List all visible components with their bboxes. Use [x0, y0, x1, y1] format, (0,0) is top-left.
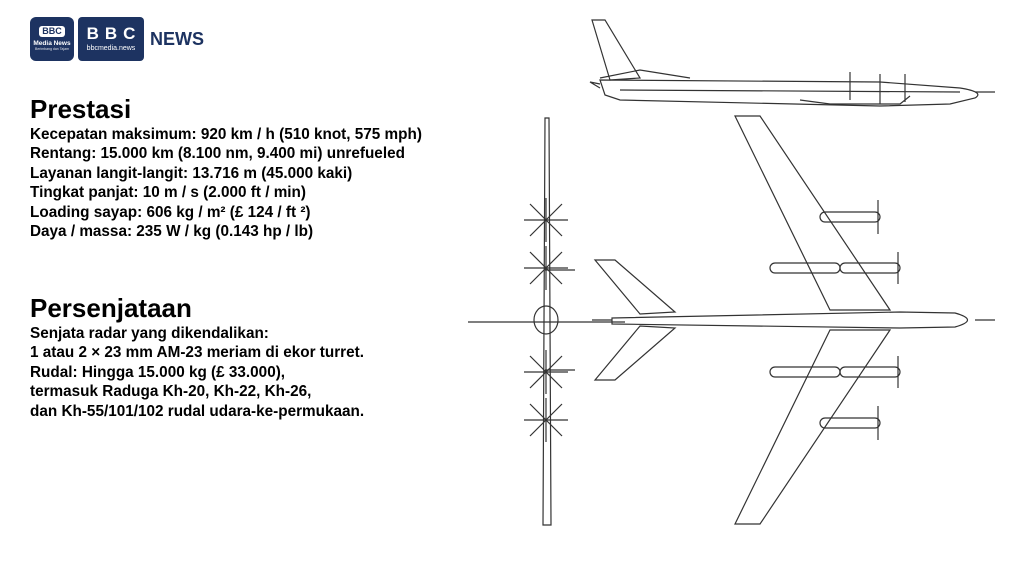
media-logo-name: Media News [33, 40, 71, 47]
side-view [590, 20, 995, 106]
performance-heading: Prestasi [30, 94, 132, 124]
performance-section [30, 95, 422, 241]
armament-line: Rudal: Hingga 15.000 kg (£ 33.000), [30, 363, 286, 381]
top-view [592, 116, 995, 524]
armament-line: 1 atau 2 × 23 mm AM-23 meriam di ekor turret. [30, 344, 364, 362]
aircraft-three-view-drawing [460, 10, 1010, 535]
armament-line: dan Kh-55/101/102 rudal udara-ke-permukaan. [30, 402, 365, 420]
armament-heading: Persenjataan [30, 293, 192, 323]
armament-line: Senjata radar yang dikendalikan: [30, 325, 269, 342]
front-view [468, 118, 625, 525]
spec-line: Loading sayap: 606 kg / m² (£ 124 / ft ²) [30, 203, 311, 221]
front-view-propellers [524, 198, 568, 442]
spec-line: Rentang: 15.000 km (8.100 nm, 9.400 mi) unrefueled [30, 145, 405, 163]
spec-line: Layanan langit-langit: 13.716 m (45.000 kaki) [30, 164, 353, 182]
media-news-logo [30, 17, 74, 61]
bbc-block-logo [78, 17, 144, 61]
spec-line: Daya / massa: 235 W / kg (0.143 hp / lb) [30, 223, 314, 241]
side-propellers [850, 72, 905, 104]
bbc-logo [30, 17, 204, 61]
bbc-letters: BBC [86, 24, 142, 43]
media-logo-tagline: Berimbang dan Tajam [35, 47, 69, 51]
media-logo-top: BBC [39, 26, 65, 37]
spec-line: Kecepatan maksimum: 920 km / h (510 knot, 575 mph) [30, 126, 422, 143]
top-view-engines [770, 200, 900, 440]
armament-section [30, 294, 364, 421]
news-label: NEWS [150, 28, 204, 49]
bbc-site: bbcmedia.news [86, 45, 136, 52]
spec-line: Tingkat panjat: 10 m / s (2.000 ft / min) [30, 184, 306, 202]
armament-line: termasuk Raduga Kh-20, Kh-22, Kh-26, [30, 383, 312, 401]
